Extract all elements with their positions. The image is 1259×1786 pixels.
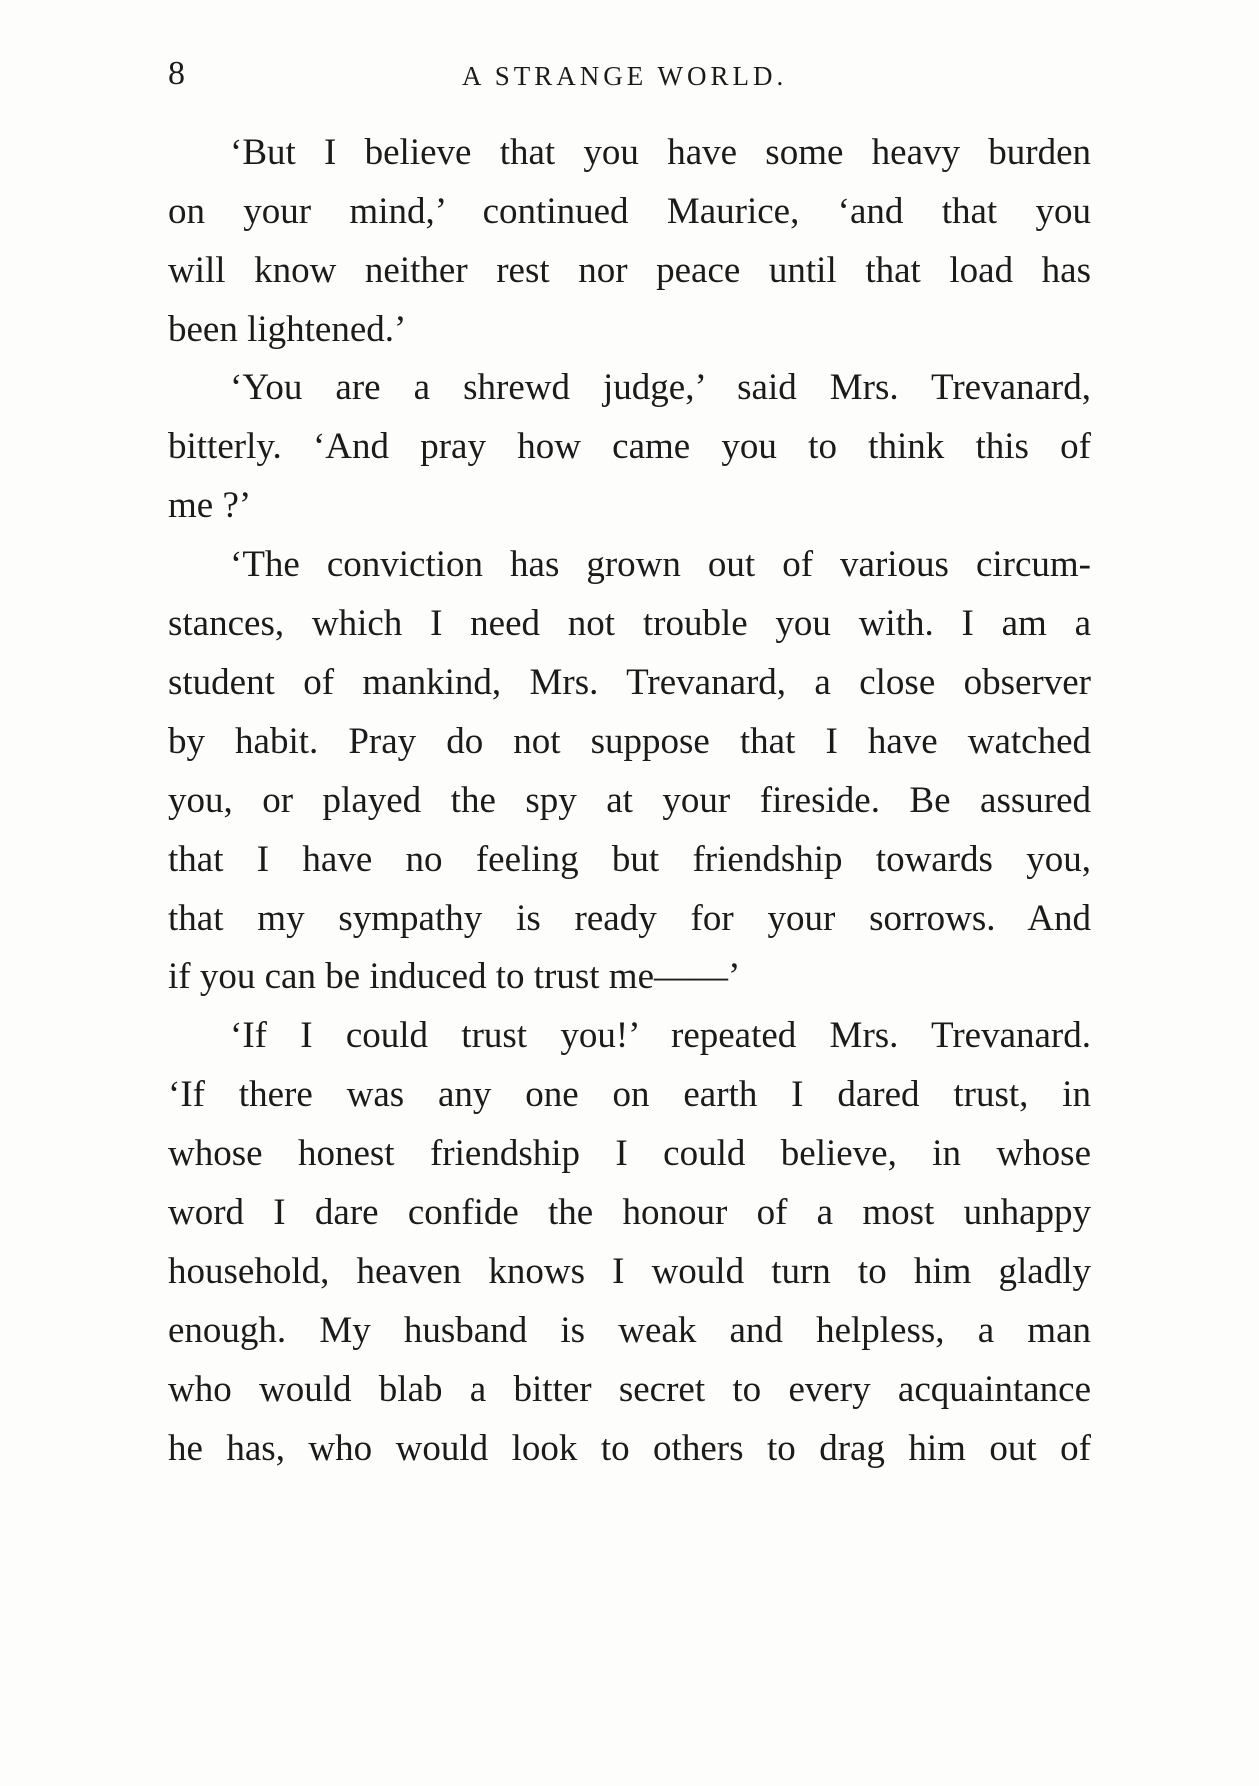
text-line: student of mankind, Mrs. Trevanard, a close observer xyxy=(168,662,1091,703)
text-line: who would blab a bitter secret to every acquaintance xyxy=(168,1369,1091,1410)
text-line: on your mind,’ continued Maurice, ‘and that you xyxy=(168,191,1091,232)
text-line: bitterly. ‘And pray how came you to think this of xyxy=(168,426,1091,467)
text-line: he has, who would look to others to drag him out of xyxy=(168,1428,1091,1469)
text-line: ‘But I believe that you have some heavy burden xyxy=(230,132,1091,173)
text-line: by habit. Pray do not suppose that I have watched xyxy=(168,721,1091,762)
text-line: ‘If there was any one on earth I dared trust, in xyxy=(168,1074,1091,1115)
text-line: ‘You are a shrewd judge,’ said Mrs. Trevanard, xyxy=(230,367,1091,408)
text-line: been lightened.’ xyxy=(168,309,407,350)
text-line: you, or played the spy at your fireside. Be assured xyxy=(168,780,1091,821)
text-line: household, heaven knows I would turn to him gladly xyxy=(168,1251,1091,1292)
text-line: if you can be induced to trust me——’ xyxy=(168,956,741,997)
running-title: A STRANGE WORLD. xyxy=(462,61,788,91)
text-line: whose honest friendship I could believe, in whose xyxy=(168,1133,1091,1174)
text-line: me ?’ xyxy=(168,485,252,526)
text-line: will know neither rest nor peace until that load has xyxy=(168,250,1091,291)
text-line: enough. My husband is weak and helpless, a man xyxy=(168,1310,1091,1351)
text-line: ‘If I could trust you!’ repeated Mrs. Trevanard. xyxy=(230,1015,1091,1056)
text-line: stances, which I need not trouble you with. I am a xyxy=(168,603,1091,644)
text-line: that I have no feeling but friendship towards you, xyxy=(168,839,1091,880)
text-line: that my sympathy is ready for your sorrows. And xyxy=(168,898,1091,939)
page-number: 8 xyxy=(168,55,185,92)
text-line: word I dare confide the honour of a most unhappy xyxy=(168,1192,1091,1233)
text-line: ‘The conviction has grown out of various circum- xyxy=(230,544,1091,585)
